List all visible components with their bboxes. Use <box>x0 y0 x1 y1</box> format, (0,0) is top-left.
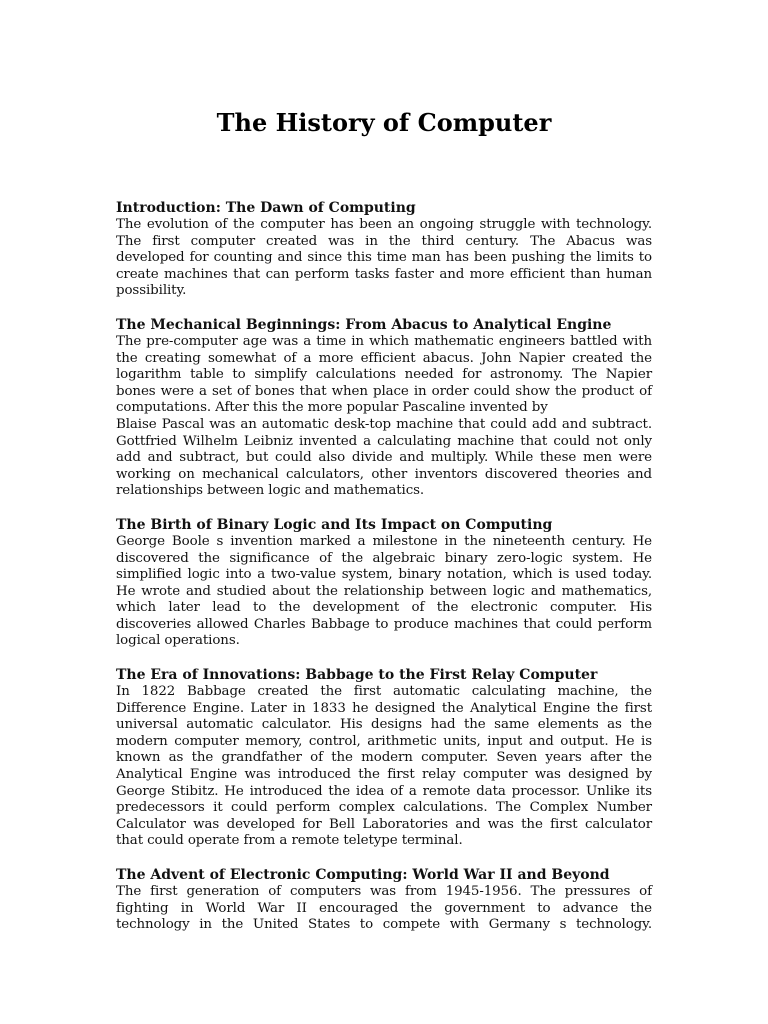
text-line: The pre-computer age was a time in which mathematic engineers battled with <box>116 333 652 349</box>
section-body <box>116 684 652 850</box>
text-line: possibility. <box>116 283 187 299</box>
text-line: George Boole s invention marked a milestone in the nineteenth century. He <box>116 533 652 549</box>
section-mechanical-beginnings <box>116 317 652 500</box>
text-line: simplified logic into a two-value system, binary notation, which is used today. <box>116 567 652 583</box>
text-line: fighting in World War II encouraged the government to advance the <box>116 900 652 916</box>
section-heading: The Mechanical Beginnings: From Abacus to Analytical Engine <box>116 316 612 333</box>
text-line: The first computer created was in the third century. The Abacus was <box>116 233 652 249</box>
document-title: The History of Computer <box>216 108 552 137</box>
text-line: Analytical Engine was introduced the first relay computer was designed by <box>116 767 652 783</box>
text-line: technology in the United States to compete with Germany s technology. <box>116 917 652 933</box>
text-line: Calculator was developed for Bell Laboratories and was the first calculator <box>116 816 652 832</box>
text-line: computations. After this the more popular Pascaline invented by <box>116 400 548 416</box>
text-line: He wrote and studied about the relationship between logic and mathematics, <box>116 583 652 599</box>
section-body <box>116 334 652 500</box>
text-line: add and subtract, but could also divide and multiply. While these men were <box>116 450 652 466</box>
text-line: George Stibitz. He introduced the idea of a remote data processor. Unlike its <box>116 783 652 799</box>
text-line: working on mechanical calculators, other inventors discovered theories and <box>116 466 652 482</box>
text-line: Gottfried Wilhelm Leibniz invented a calculating machine that could not only <box>116 433 652 449</box>
section-electronic-computing <box>116 867 652 934</box>
section-era-of-innovations <box>116 667 652 850</box>
text-line: which later lead to the development of the electronic computer. His <box>116 600 652 616</box>
text-line: universal automatic calculator. His designs had the same elements as the <box>116 717 652 733</box>
text-line: create machines that can perform tasks faster and more efficient than human <box>116 266 652 282</box>
section-body <box>116 534 652 650</box>
text-line: discovered the significance of the algebraic binary zero-logic system. He <box>116 550 652 566</box>
section-heading: Introduction: The Dawn of Computing <box>116 200 416 216</box>
text-line: logarithm table to simplify calculations needed for astronomy. The Napier <box>116 367 652 383</box>
section-introduction <box>116 200 652 300</box>
text-line: The evolution of the computer has been an ongoing struggle with technology. <box>116 217 652 232</box>
text-line: modern computer memory, control, arithmetic units, input and output. He is <box>116 733 652 749</box>
section-body <box>116 217 652 300</box>
section-heading: The Advent of Electronic Computing: World War II and Beyond <box>116 867 610 883</box>
text-line: bones were a set of bones that when place in order could show the product of <box>116 383 652 399</box>
section-heading: The Birth of Binary Logic and Its Impact on Computing <box>116 516 553 533</box>
text-line: that could operate from a remote teletype terminal. <box>116 833 463 849</box>
text-line: In 1822 Babbage created the first automatic calculating machine, the <box>116 684 652 700</box>
text-line: Blaise Pascal was an automatic desk-top machine that could add and subtract. <box>116 416 652 432</box>
text-line: The first generation of computers was from 1945-1956. The pressures of <box>116 884 652 899</box>
document-content <box>116 200 652 951</box>
section-binary-logic <box>116 517 652 650</box>
text-line: predecessors it could perform complex calculations. The Complex Number <box>116 800 652 816</box>
text-line: logical operations. <box>116 633 240 649</box>
text-line: the creating somewhat of a more efficient abacus. John Napier created the <box>116 350 652 366</box>
text-line: developed for counting and since this time man has been pushing the limits to <box>116 250 652 266</box>
text-line: relationships between logic and mathematics. <box>116 483 425 499</box>
text-line: known as the grandfather of the modern computer. Seven years after the <box>116 750 652 766</box>
section-body <box>116 884 652 934</box>
text-line: Difference Engine. Later in 1833 he designed the Analytical Engine the first <box>116 700 652 716</box>
section-heading: The Era of Innovations: Babbage to the First Relay Computer <box>116 667 598 684</box>
text-line: discoveries allowed Charles Babbage to produce machines that could perform <box>116 616 652 632</box>
